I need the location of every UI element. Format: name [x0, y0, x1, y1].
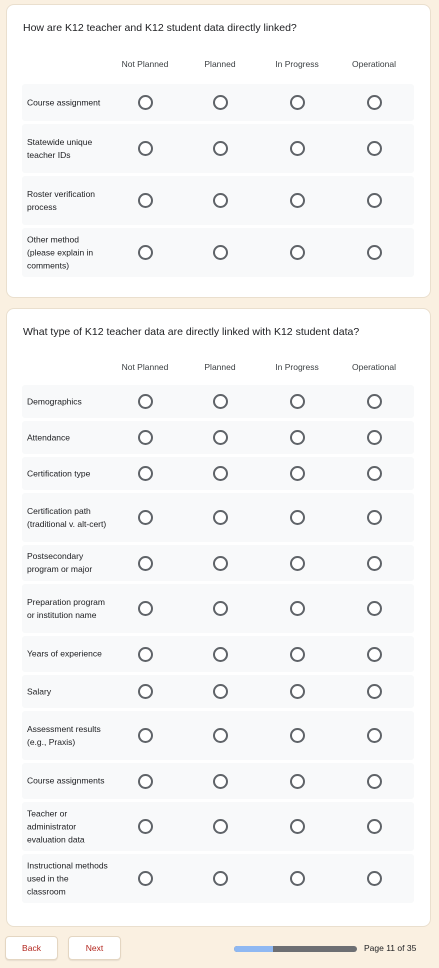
radio-in-progress[interactable] — [290, 466, 305, 481]
radio-not-planned[interactable] — [138, 819, 153, 834]
column-header-in-progress: In Progress — [275, 362, 319, 372]
grid-row — [22, 421, 414, 454]
column-header-planned: Planned — [204, 362, 236, 372]
radio-not-planned[interactable] — [138, 510, 153, 525]
radio-operational[interactable] — [367, 601, 382, 616]
question-card-teacher-data-types — [6, 308, 431, 927]
radio-in-progress[interactable] — [290, 430, 305, 445]
radio-in-progress[interactable] — [290, 394, 305, 409]
radio-not-planned[interactable] — [138, 871, 153, 886]
radio-planned[interactable] — [213, 394, 228, 409]
row-label: Attendance — [27, 432, 71, 442]
radio-planned[interactable] — [213, 819, 228, 834]
row-label: Salary — [27, 686, 52, 696]
radio-planned[interactable] — [213, 556, 228, 571]
progress-bar — [234, 946, 357, 952]
radio-planned[interactable] — [213, 684, 228, 699]
row-label: Demographics — [27, 396, 82, 406]
grid-row — [22, 584, 414, 633]
row-label: Certification type — [27, 468, 91, 478]
radio-operational[interactable] — [367, 774, 382, 789]
radio-planned[interactable] — [213, 601, 228, 616]
radio-operational[interactable] — [367, 684, 382, 699]
radio-operational[interactable] — [367, 141, 382, 156]
next-button[interactable]: Next — [68, 936, 121, 960]
radio-in-progress[interactable] — [290, 871, 305, 886]
grid-row — [22, 802, 414, 851]
grid-row — [22, 763, 414, 799]
radio-not-planned[interactable] — [138, 394, 153, 409]
grid-row — [22, 84, 414, 121]
radio-not-planned[interactable] — [138, 684, 153, 699]
row-label: Postsecondary program or major — [27, 551, 93, 574]
radio-in-progress[interactable] — [290, 819, 305, 834]
row-label: Roster verification process — [27, 188, 96, 212]
radio-in-progress[interactable] — [290, 728, 305, 743]
grid-row — [22, 493, 414, 542]
radio-in-progress[interactable] — [290, 193, 305, 208]
radio-in-progress[interactable] — [290, 684, 305, 699]
radio-not-planned[interactable] — [138, 774, 153, 789]
radio-in-progress[interactable] — [290, 556, 305, 571]
column-header-not-planned: Not Planned — [121, 362, 169, 372]
radio-in-progress[interactable] — [290, 95, 305, 110]
radio-not-planned[interactable] — [138, 556, 153, 571]
radio-operational[interactable] — [367, 510, 382, 525]
column-header-operational: Operational — [352, 362, 396, 372]
row-label: Course assignments — [27, 775, 105, 786]
column-header-operational: Operational — [352, 59, 396, 69]
radio-grid — [22, 362, 414, 906]
column-headers — [22, 362, 414, 376]
radio-operational[interactable] — [367, 647, 382, 662]
row-label: Statewide unique teacher IDs — [27, 136, 93, 160]
grid-row — [22, 636, 414, 672]
radio-not-planned[interactable] — [138, 728, 153, 743]
grid-row — [22, 176, 414, 225]
radio-planned[interactable] — [213, 245, 228, 260]
radio-not-planned[interactable] — [138, 601, 153, 616]
radio-not-planned[interactable] — [138, 95, 153, 110]
column-header-not-planned: Not Planned — [121, 59, 169, 69]
page-indicator: Page 11 of 35 — [364, 943, 417, 953]
grid-row — [22, 675, 414, 708]
radio-in-progress[interactable] — [290, 245, 305, 260]
radio-not-planned[interactable] — [138, 245, 153, 260]
radio-planned[interactable] — [213, 430, 228, 445]
row-label: Course assignment — [27, 97, 101, 107]
radio-not-planned[interactable] — [138, 193, 153, 208]
radio-in-progress[interactable] — [290, 510, 305, 525]
grid-row — [22, 228, 414, 277]
row-label: Certification path (traditional v. alt-cert) — [27, 505, 107, 529]
radio-operational[interactable] — [367, 819, 382, 834]
row-label: Preparation program or institution name — [27, 596, 105, 620]
radio-in-progress[interactable] — [290, 774, 305, 789]
grid-row — [22, 457, 414, 490]
row-label: Years of experience — [27, 648, 102, 659]
radio-planned[interactable] — [213, 871, 228, 886]
radio-not-planned[interactable] — [138, 647, 153, 662]
grid-row — [22, 124, 414, 173]
question-title: What type of K12 teacher data are directly linked with K12 student data? — [23, 326, 360, 338]
grid-row — [22, 385, 414, 418]
radio-planned[interactable] — [213, 193, 228, 208]
radio-operational[interactable] — [367, 394, 382, 409]
radio-planned[interactable] — [213, 95, 228, 110]
radio-not-planned[interactable] — [138, 141, 153, 156]
radio-operational[interactable] — [367, 245, 382, 260]
radio-planned[interactable] — [213, 647, 228, 662]
radio-operational[interactable] — [367, 466, 382, 481]
radio-planned[interactable] — [213, 510, 228, 525]
radio-grid — [22, 59, 414, 280]
row-label: Other method (please explain in comments) — [27, 234, 94, 270]
radio-in-progress[interactable] — [290, 647, 305, 662]
radio-planned[interactable] — [213, 774, 228, 789]
column-header-planned: Planned — [204, 59, 236, 69]
row-label: Assessment results (e.g., Praxis) — [27, 723, 101, 747]
radio-not-planned[interactable] — [138, 466, 153, 481]
radio-operational[interactable] — [367, 556, 382, 571]
progress-bar-fill — [234, 946, 273, 952]
radio-planned[interactable] — [213, 141, 228, 156]
radio-operational[interactable] — [367, 95, 382, 110]
radio-operational[interactable] — [367, 193, 382, 208]
column-header-in-progress: In Progress — [275, 59, 319, 69]
radio-in-progress[interactable] — [290, 141, 305, 156]
radio-planned[interactable] — [213, 466, 228, 481]
question-title: How are K12 teacher and K12 student data directly linked? — [23, 22, 297, 34]
back-button[interactable]: Back — [5, 936, 58, 960]
row-label: Teacher or administrator evaluation data — [27, 808, 85, 844]
row-label: Instructional methods used in the classroom — [27, 860, 108, 896]
radio-not-planned[interactable] — [138, 430, 153, 445]
column-headers — [22, 59, 414, 73]
radio-in-progress[interactable] — [290, 601, 305, 616]
radio-planned[interactable] — [213, 728, 228, 743]
radio-operational[interactable] — [367, 728, 382, 743]
radio-operational[interactable] — [367, 871, 382, 886]
grid-row — [22, 854, 414, 903]
grid-row — [22, 545, 414, 581]
question-card-teacher-student-link — [6, 4, 431, 298]
radio-operational[interactable] — [367, 430, 382, 445]
grid-row — [22, 711, 414, 760]
